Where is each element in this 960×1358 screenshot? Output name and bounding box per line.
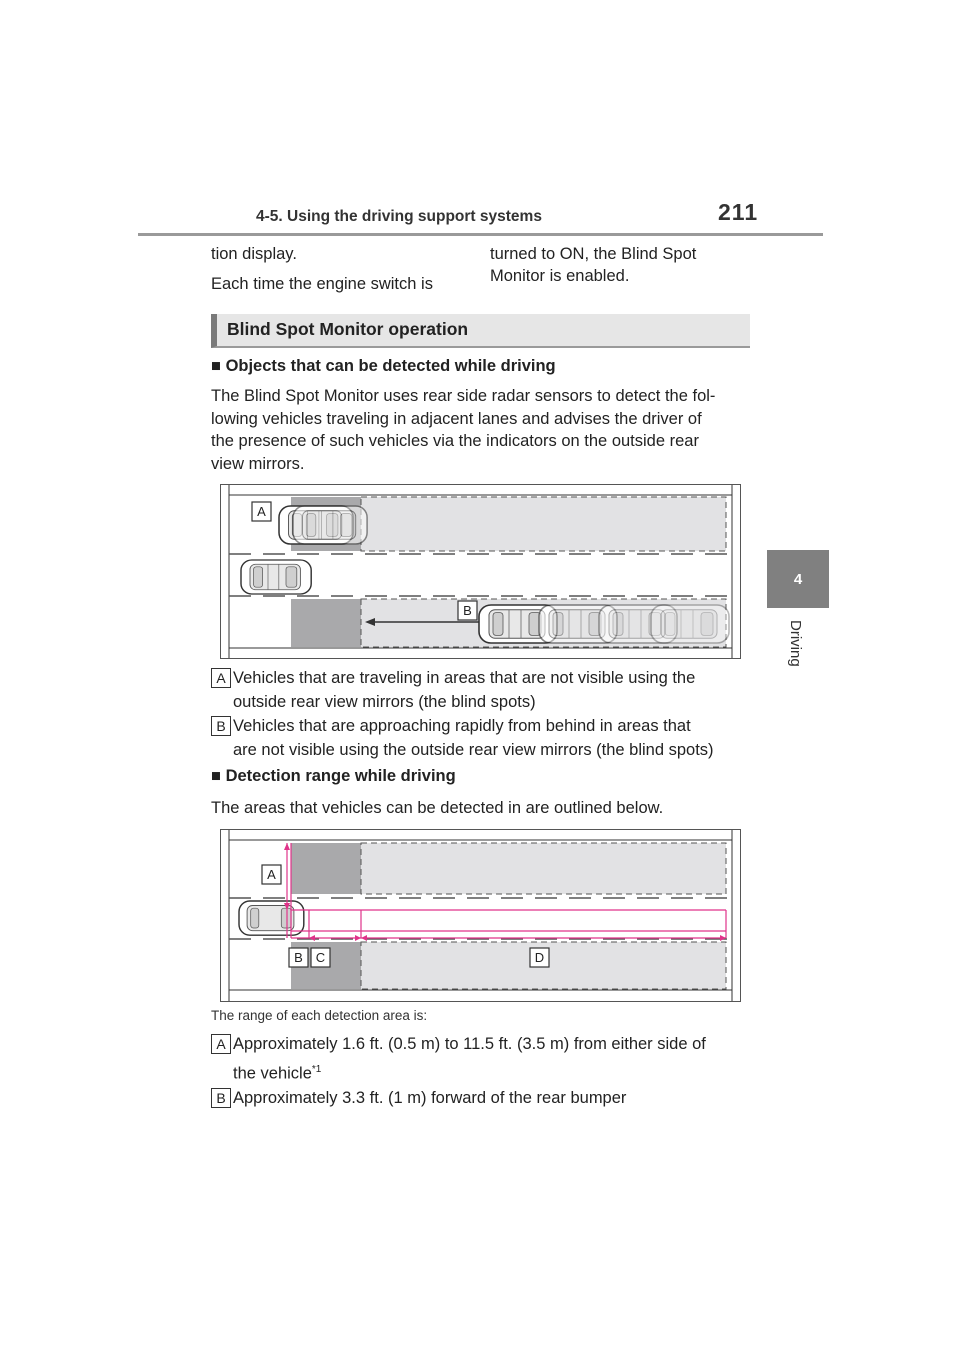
objects-body-line-3: the presence of such vehicles via the indicators on the outside rear — [211, 432, 699, 450]
range-item-a — [211, 1032, 771, 1084]
range-badge-a: A — [211, 1034, 231, 1054]
objects-diagram — [221, 485, 740, 658]
car-icon — [239, 901, 304, 935]
range-item-b-line1: Approximately 3.3 ft. (1 m) forward of the rear bumper — [233, 1089, 627, 1107]
square-bullet-icon: ■ — [211, 767, 221, 785]
header-title: 4-5. Using the driving support systems — [256, 208, 542, 225]
page-number: 211 — [718, 199, 759, 225]
square-bullet-icon: ■ — [211, 357, 221, 375]
intro-col2-line1: turned to ON, the Blind Spot — [490, 245, 697, 263]
objects-heading — [211, 357, 556, 376]
detection-range-figure — [220, 829, 741, 1002]
blind-spot-objects-figure — [220, 484, 741, 659]
zone-b-top — [291, 843, 361, 894]
intro-col1-line1: tion display. — [211, 245, 297, 263]
figure1-label-b: B — [463, 603, 472, 618]
objects-item-a-line2: outside rear view mirrors (the blind spots) — [233, 693, 536, 711]
objects-item-a — [211, 666, 771, 716]
figure2-label-d: D — [534, 950, 545, 965]
range-item-a-line2: the vehicle — [233, 1064, 312, 1083]
objects-item-b-line1: Vehicles that are approaching rapidly from behind in areas that — [233, 717, 691, 735]
range-body: The areas that vehicles can be detected in are outlined below. — [211, 799, 664, 817]
objects-body-line-2: lowing vehicles traveling in adjacent lanes and advises the driver of — [211, 410, 702, 428]
objects-body-line-1: The Blind Spot Monitor uses rear side radar sensors to detect the fol- — [211, 387, 716, 405]
objects-item-b — [211, 714, 771, 764]
zone-d-top — [361, 843, 726, 894]
objects-item-b-line2: are not visible using the outside rear view mirrors (the blind spots) — [233, 741, 714, 759]
item-badge-b: B — [211, 716, 231, 736]
range-diagram — [221, 830, 740, 1001]
top-approach-zone — [361, 497, 726, 551]
range-heading-text: Detection range while driving — [225, 767, 456, 785]
item-badge-a: A — [211, 668, 231, 688]
header-rule — [138, 233, 823, 236]
objects-item-a-line1: Vehicles that are traveling in areas that are not visible using the — [233, 669, 696, 687]
figure2-label-a: A — [267, 867, 276, 882]
range-heading — [211, 767, 456, 786]
intro-col1-line2: Each time the engine switch is — [211, 275, 433, 293]
section-heading — [211, 314, 750, 348]
figure2-label-b: B — [294, 950, 303, 965]
chapter-tab — [767, 550, 829, 608]
bottom-blind-spot-zone — [291, 599, 361, 647]
objects-heading-text: Objects that can be detected while driving — [225, 357, 556, 375]
intro-col2-line2: Monitor is enabled. — [490, 267, 630, 285]
chapter-number: 4 — [793, 570, 803, 588]
figure2-label-c: C — [315, 950, 326, 965]
car-icon — [241, 560, 311, 594]
range-caption: The range of each detection area is: — [211, 1008, 428, 1023]
chapter-name: Driving — [787, 620, 804, 667]
range-badge-b: B — [211, 1088, 231, 1108]
objects-body-line-4: view mirrors. — [211, 455, 305, 473]
footnote-ref: *1 — [311, 1064, 322, 1075]
range-item-b — [211, 1086, 771, 1112]
range-item-a-line1: Approximately 1.6 ft. (0.5 m) to 11.5 ft. (3.5 m) from either side of — [233, 1035, 706, 1053]
figure1-label-a: A — [257, 504, 266, 519]
section-title: Blind Spot Monitor operation — [227, 319, 469, 339]
